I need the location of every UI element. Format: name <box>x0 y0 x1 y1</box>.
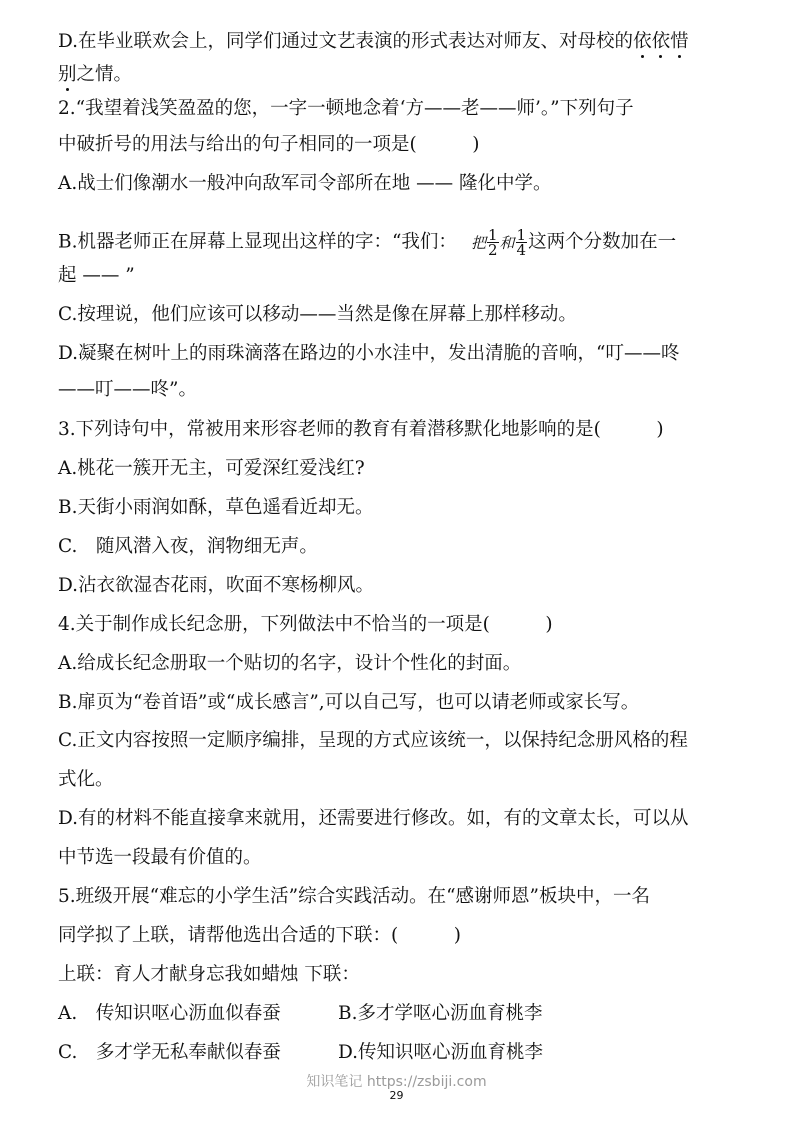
q5-option-c: C. 多才学无私奉献似春蚕 <box>58 1042 281 1063</box>
handwritten-he: 和 <box>499 233 515 252</box>
footer-watermark: 知识笔记 https://zsbiji.com <box>306 1074 487 1090</box>
q2-option-c: C.按理说，他们应该可以移动——当然是像在屏幕上那样移动。 <box>58 304 577 325</box>
emphasis-char: 依 <box>633 31 652 52</box>
q2-option-d-line2: ——叮——咚”。 <box>58 379 197 400</box>
fraction-one-quarter <box>516 228 528 257</box>
q1-option-d-tail: 之情。 <box>76 64 133 85</box>
q5-option-a: A. 传知识呕心沥血似春蚕 <box>58 1003 281 1024</box>
q4-option-d-line2: 中节选一段最有价值的。 <box>58 847 262 868</box>
q2-option-a: A.战士们像潮水一般冲向敌军司令部所在地 —— 隆化中学。 <box>58 173 552 194</box>
fraction-numerator: 1 <box>516 226 527 244</box>
q3-option-b: B.天街小雨润如酥，草色遥看近却无。 <box>58 497 374 518</box>
q4-option-b: B.扉页为“卷首语”或“成长感言”,可以自己写，也可以请老师或家长写。 <box>58 692 640 713</box>
q2-option-b-tail: 这两个分数加在一 <box>528 231 677 253</box>
q2-option-b-text: B.机器老师正在屏幕上显现出这样的字：“我们： <box>58 231 457 253</box>
emphasis-char: 依 <box>651 31 671 52</box>
q5-stem-line1: 5.班级开展“难忘的小学生活”综合实践活动。在“感谢师恩”板块中，一名 <box>58 886 650 907</box>
fraction-numerator: 1 <box>487 226 498 244</box>
q5-options-row2 <box>58 1041 753 1065</box>
q5-stem-line2: 同学拟了上联，请帮他选出合适的下联：( ) <box>58 925 461 946</box>
q4-option-d-line1: D.有的材料不能直接拿来就用，还需要进行修改。如，有的文章太长，可以从 <box>58 808 689 829</box>
q3-option-d: D.沾衣欲湿杏花雨，吹面不寒杨柳风。 <box>58 575 375 596</box>
q2-option-d-line1: D.凝聚在树叶上的雨珠滴落在路边的小水洼中，发出清脆的音响，“叮——咚 <box>58 343 680 364</box>
q5-option-d: D.传知识呕心沥血育桃李 <box>338 1042 544 1063</box>
q2-stem-line1: 2.“我望着浅笑盈盈的您，一字一顿地念着‘方——老——师’。”下列句子 <box>58 98 634 119</box>
q1-option-d-line2 <box>58 63 753 87</box>
q5-options-row1 <box>58 1002 753 1026</box>
q3-option-c: C. 随风潜入夜，润物细无声。 <box>58 536 318 557</box>
q4-stem: 4.关于制作成长纪念册，下列做法中不恰当的一项是( ) <box>58 614 553 635</box>
q2-option-b-line1 <box>58 228 753 257</box>
handwritten-ba: 把 <box>470 233 486 252</box>
fraction-one-half <box>487 228 499 257</box>
q3-stem: 3.下列诗句中，常被用来形容老师的教育有着潜移默化地影响的是( ) <box>58 419 664 440</box>
q3-option-a: A.桃花一簇开无主，可爱深红爱浅红? <box>58 458 365 479</box>
q5-option-b: B.多才学呕心沥血育桃李 <box>338 1003 543 1024</box>
fraction-denominator: 4 <box>516 241 527 259</box>
page-number: 29 <box>389 1089 404 1102</box>
q2-stem-line2: 中破折号的用法与给出的句子相同的一项是( ) <box>58 134 480 155</box>
q4-option-a: A.给成长纪念册取一个贴切的名字，设计个性化的封面。 <box>58 653 522 674</box>
q2-option-b-line2: 起 —— ” <box>58 265 135 286</box>
q4-option-c-line1: C.正文内容按照一定顺序编排，呈现的方式应该统一，以保持纪念册风格的程 <box>58 730 688 751</box>
fraction-denominator: 2 <box>487 241 498 259</box>
fraction-handwriting <box>470 226 528 259</box>
q1-option-d-text: D.在毕业联欢会上，同学们通过文艺表演的形式表达对师友、对母校的 <box>58 31 634 52</box>
q1-option-d-line1 <box>58 30 753 54</box>
q4-option-c-line2: 式化。 <box>58 769 114 790</box>
emphasis-char: 别 <box>58 64 77 85</box>
emphasis-char: 惜 <box>670 31 689 52</box>
q5-couplet: 上联：育人才献身忘我如蜡烛 下联： <box>58 964 360 985</box>
